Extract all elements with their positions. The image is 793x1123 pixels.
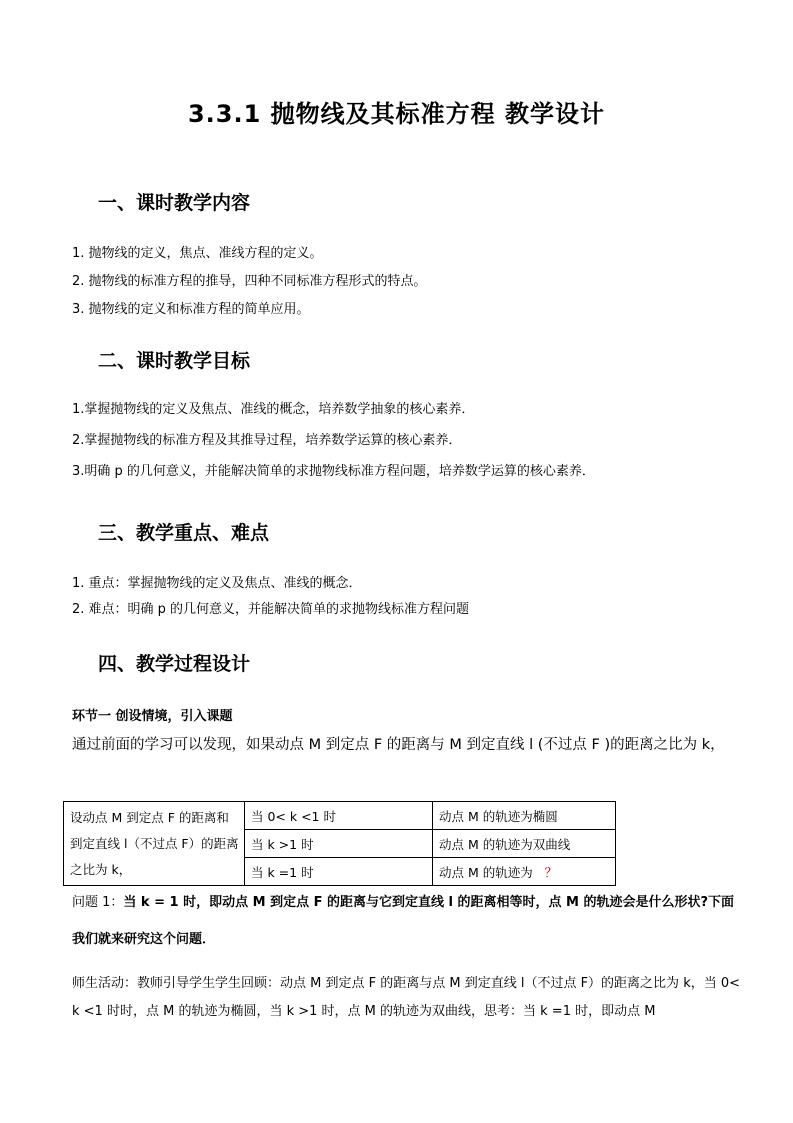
list-item: 1.掌握抛物线的定义及焦点、准线的概念，培养数学抽象的核心素养． <box>72 402 475 417</box>
content-list <box>72 244 427 328</box>
table-result-cell: 动点 M 的轨迹为椭圆 <box>433 802 616 830</box>
list-item: 1. 重点：掌握抛物线的定义及焦点、准线的概念． <box>72 576 362 591</box>
section-heading-3: 三、教学重点、难点 <box>98 522 270 544</box>
trajectory-table <box>63 801 616 886</box>
page-title: 3.3.1 抛物线及其标准方程 教学设计 <box>187 100 606 128</box>
section-heading-4: 四、教学过程设计 <box>98 653 251 675</box>
goals-list <box>72 400 595 493</box>
list-item: 2.掌握抛物线的标准方程及其推导过程，培养数学运算的核心素养． <box>72 433 462 448</box>
table-left-cell: 设动点 M 到定点 F 的距离和到定直线 l（不过点 F）的距离之比为 k， <box>64 802 245 886</box>
section-heading-1: 一、课时教学内容 <box>98 192 251 214</box>
table-cond-cell: 当 0< k <1 时 <box>245 802 433 830</box>
question-1 <box>72 884 742 958</box>
activity-paragraph: 师生活动：教师引导学生学生回顾：动点 M 到定点 F 的距离与点 M 到定直线 l（不过点 F）的距离之比为 k，当 0< k <1 时时，点 M 的轨迹为椭圆，当 k >1 时，点 M 的轨迹为双曲线，思考：当 k =1 时，即动点 M <box>72 976 741 1019</box>
key-points-list <box>72 574 469 626</box>
section-heading-2: 二、课时教学目标 <box>98 350 251 372</box>
question-text: 当 k = 1 时，即动点 M 到定点 F 的距离与它到定直线 l 的距离相等时，点 M 的轨迹会是什么形状?下面我们就来研究这个问题． <box>72 895 735 947</box>
question-mark: ？ <box>544 864 558 880</box>
intro-paragraph: 通过前面的学习可以发现，如果动点 M 到定点 F 的距离与 M 到定直线 l (不过点 F )的距离之比为 k， <box>72 737 725 753</box>
list-item: 3.明确 p 的几何意义，并能解决简单的求抛物线标准方程问题，培养数学运算的核心素养． <box>72 464 595 479</box>
table-result-cell: 动点 M 的轨迹为双曲线 <box>433 830 616 858</box>
step-heading: 环节一 创设情境，引入课题 <box>72 709 233 724</box>
table-cond-cell: 当 k =1 时 <box>245 858 433 886</box>
question-label: 问题 1： <box>72 895 124 910</box>
list-item: 3. 抛物线的定义和标准方程的简单应用。 <box>72 302 310 317</box>
result-text: 动点 M 的轨迹为 <box>439 864 533 880</box>
table-result-cell <box>433 858 616 886</box>
list-item: 1. 抛物线的定义，焦点、准线方程的定义。 <box>72 246 323 261</box>
list-item: 2. 抛物线的标准方程的推导，四种不同标准方程形式的特点。 <box>72 274 427 289</box>
table-cond-cell: 当 k >1 时 <box>245 830 433 858</box>
list-item: 2. 难点：明确 p 的几何意义，并能解决简单的求抛物线标准方程问题 <box>72 602 470 617</box>
